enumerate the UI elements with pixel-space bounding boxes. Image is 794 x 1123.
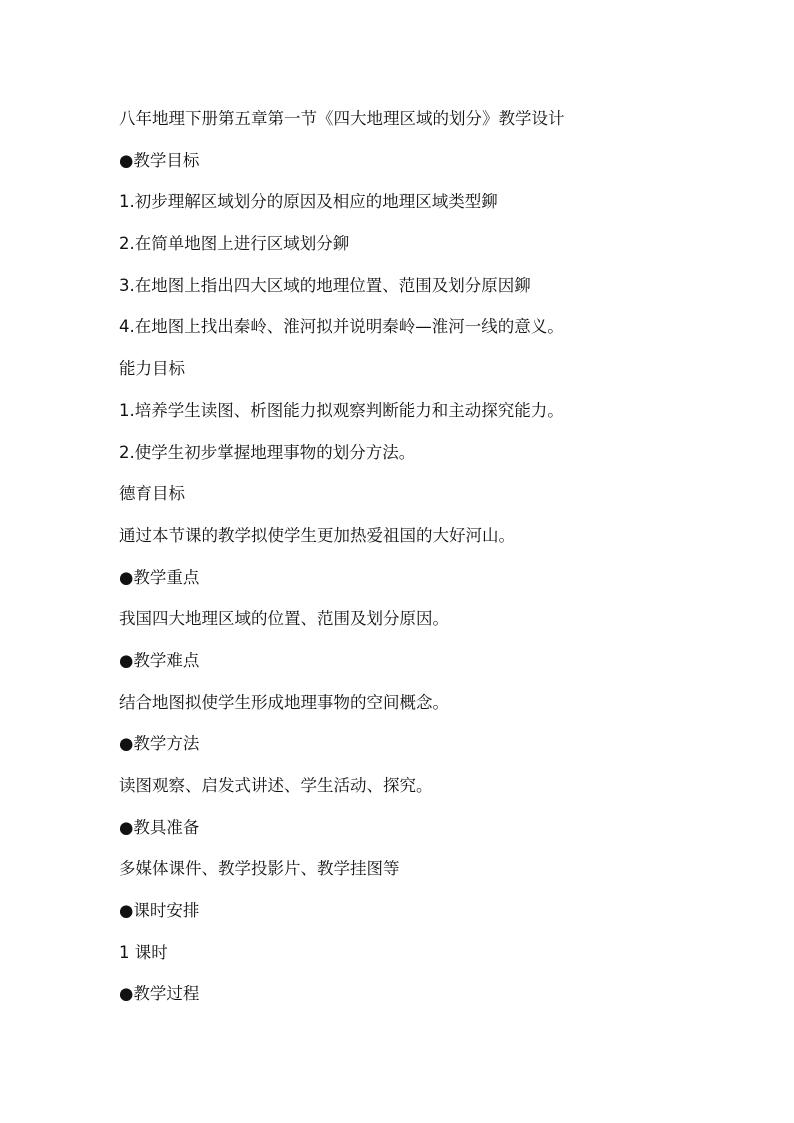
moral-objective-text: 通过本节课的教学拟使学生更加热爱祖国的大好河山。 <box>119 525 515 545</box>
teaching-aids-text: 多媒体课件、教学投影片、教学挂图等 <box>119 859 400 879</box>
ability-item-2: 2.使学生初步掌握地理事物的划分方法。 <box>119 442 416 462</box>
key-points-text: 我国四大地理区域的位置、范围及划分原因。 <box>119 609 449 629</box>
class-schedule-text: 1 课时 <box>119 942 168 962</box>
section-heading-teaching-aids: ●教具准备 <box>119 817 200 837</box>
section-heading-key-points: ●教学重点 <box>119 567 200 587</box>
document-title: 八年地理下册第五章第一节《四大地理区域的划分》教学设计 <box>119 109 565 128</box>
difficulties-text: 结合地图拟使学生形成地理事物的空间概念。 <box>119 692 449 712</box>
subheading-moral-objectives: 德育目标 <box>119 484 185 504</box>
section-heading-teaching-objectives: ●教学目标 <box>119 150 200 170</box>
ability-item-1: 1.培养学生读图、析图能力拟观察判断能力和主动探究能力。 <box>119 400 564 420</box>
teaching-methods-text: 读图观察、启发式讲述、学生活动、探究。 <box>119 776 433 795</box>
section-heading-teaching-methods: ●教学方法 <box>119 734 200 754</box>
objective-item-3: 3.在地图上指出四大区域的地理位置、范围及划分原因鉚 <box>119 275 531 295</box>
document-body <box>119 104 739 1021</box>
section-heading-teaching-process: ●教学过程 <box>119 984 200 1004</box>
section-heading-difficulties: ●教学难点 <box>119 650 200 670</box>
section-heading-class-schedule: ●课时安排 <box>119 901 200 921</box>
objective-item-4: 4.在地图上找出秦岭、淮河拟并说明秦岭—淮河一线的意义。 <box>119 317 564 337</box>
objective-item-1: 1.初步理解区域划分的原因及相应的地理区域类型鉚 <box>119 192 498 212</box>
subheading-ability-objectives: 能力目标 <box>119 359 185 379</box>
objective-item-2: 2.在简单地图上进行区域划分鉚 <box>119 234 350 254</box>
